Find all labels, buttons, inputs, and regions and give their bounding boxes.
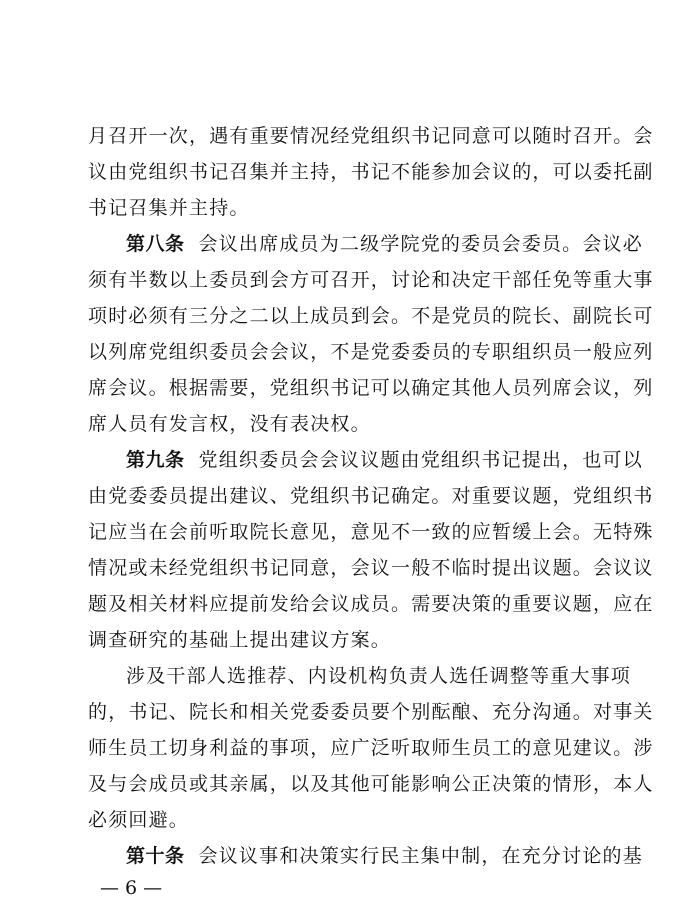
page-number: — 6 — — [100, 877, 163, 899]
body-line: 由党委委员提出建议、党组织书记确定。对重要议题，党组织书 — [88, 485, 654, 507]
body-line: 记应当在会前听取院长意见，意见不一致的应暂缓上会。无特殊 — [88, 521, 654, 543]
body-line: 必须回避。 — [88, 809, 190, 831]
body-line: 调查研究的基础上提出建议方案。 — [88, 629, 392, 651]
article-ninth-first-line — [126, 448, 643, 472]
body-line: 以列席党组织委员会会议，不是党委委员的专职组织员一般应列 — [88, 341, 654, 363]
article-tenth-first-line — [126, 844, 643, 868]
body-line: 的，书记、院长和相关党委委员要个别酝酿、充分沟通。对事关 — [88, 701, 654, 723]
body-line: 师生员工切身利益的事项，应广泛听取师生员工的意见建议。涉 — [88, 737, 654, 759]
body-line: 议由党组织书记召集并主持，书记不能参加会议的，可以委托副 — [88, 161, 654, 183]
body-text: 会议出席成员为二级学院党的委员会委员。会议必 — [198, 233, 643, 255]
body-line: 及与会成员或其亲属，以及其他可能影响公正决策的情形，本人 — [88, 773, 654, 795]
body-text: 党组织委员会会议议题由党组织书记提出，也可以 — [198, 449, 643, 471]
body-line: 须有半数以上委员到会方可召开，讨论和决定干部任免等重大事 — [88, 269, 654, 291]
article-number: 第十条 — [126, 845, 185, 867]
article-number: 第九条 — [126, 449, 185, 471]
body-line: 题及相关材料应提前发给会议成员。需要决策的重要议题，应在 — [88, 593, 654, 615]
body-text: 会议议事和决策实行民主集中制，在充分讨论的基 — [198, 845, 643, 867]
body-line: 项时必须有三分之二以上成员到会。不是党员的院长、副院长可 — [88, 305, 654, 327]
body-line: 情况或未经党组织书记同意，会议一般不临时提出议题。会议议 — [88, 557, 654, 579]
body-line: 席会议。根据需要，党组织书记可以确定其他人员列席会议，列 — [88, 377, 654, 399]
body-line: 席人员有发言权，没有表决权。 — [88, 413, 371, 435]
article-eighth-first-line — [126, 232, 643, 256]
body-line: 书记召集并主持。 — [88, 197, 250, 219]
article-number: 第八条 — [126, 233, 185, 255]
body-line: 月召开一次，遇有重要情况经党组织书记同意可以随时召开。会 — [88, 125, 654, 147]
paragraph-first-line: 涉及干部人选推荐、内设机构负责人选任调整等重大事项 — [126, 665, 632, 687]
